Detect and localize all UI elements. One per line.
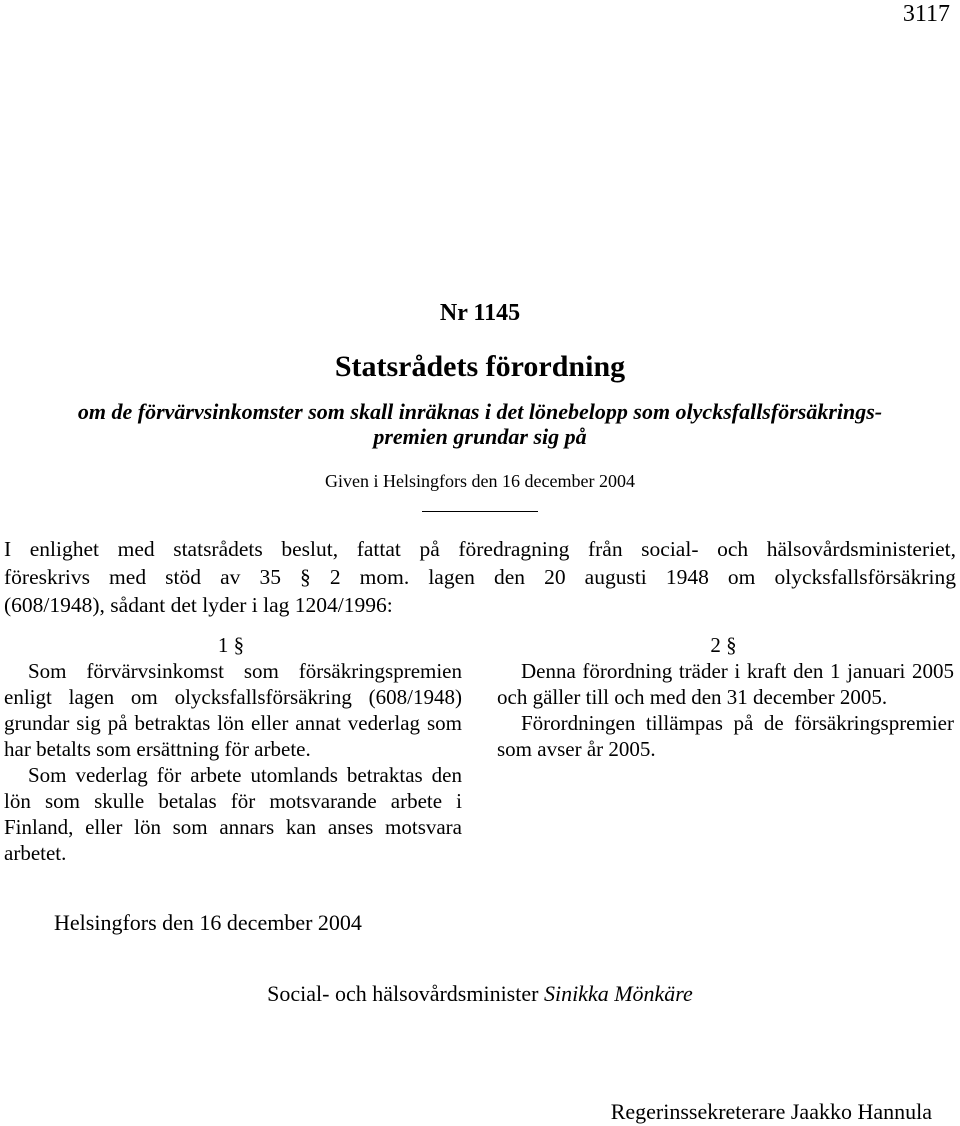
place-and-date: Helsingfors den 16 december 2004	[54, 910, 362, 935]
section-2	[497, 632, 954, 762]
minister-title: Social- och hälsovårdsminister	[267, 981, 539, 1006]
preamble-line-1: I enlighet med statsrådets beslut, fattat på föredragning från social- och hälsovårdsministeriet,	[4, 537, 956, 561]
section-2-paragraph-2: Förordningen tillämpas på de försäkringspremier som avser år 2005.	[497, 711, 954, 761]
minister-signature	[0, 980, 960, 1008]
section-2-paragraph-1: Denna förordning träder i kraft den 1 januari 2005 och gäller till och med den 31 december 2005.	[497, 659, 954, 709]
document-subtitle	[0, 399, 960, 449]
preamble	[4, 535, 956, 619]
document-title: Statsrådets förordning	[334, 350, 626, 383]
document-number: Nr 1145	[439, 300, 521, 326]
subtitle-line-1: om de förvärvsinkomster som skall inräknas i det lönebelopp som olycksfallsförsäkrings-	[77, 399, 883, 424]
section-1-paragraph-1: Som förvärvsinkomst som försäkringspremien enligt lagen om olycksfallsförsäkring (608/1948) grundar sig på betraktas lön eller annat vederlag som har betalts som ersättning för arbete.	[4, 659, 462, 761]
minister-name: Sinikka Mönkäre	[543, 981, 693, 1006]
section-2-heading: 2 §	[710, 633, 737, 657]
title-divider	[422, 511, 538, 512]
page-number: 3117	[902, 1, 950, 27]
section-1-paragraph-2: Som vederlag för arbete utomlands betraktas den lön som skulle betalas för motsvarande arbete i Finland, eller lön som annars kan anses motsvara arbetet.	[4, 763, 462, 865]
given-date-line: Given i Helsingfors den 16 december 2004	[325, 471, 635, 491]
section-1	[4, 632, 462, 866]
preamble-line-3: (608/1948), sådant det lyder i lag 1204/1996:	[4, 593, 393, 617]
secretary-signature: Regerinssekreterare Jaakko Hannula	[610, 1099, 932, 1124]
section-1-heading: 1 §	[217, 633, 245, 657]
subtitle-line-2: premien grundar sig på	[373, 424, 587, 449]
preamble-line-2: föreskrivs med stöd av 35 § 2 mom. lagen den 20 augusti 1948 om olycksfallsförsäkring	[4, 565, 956, 589]
